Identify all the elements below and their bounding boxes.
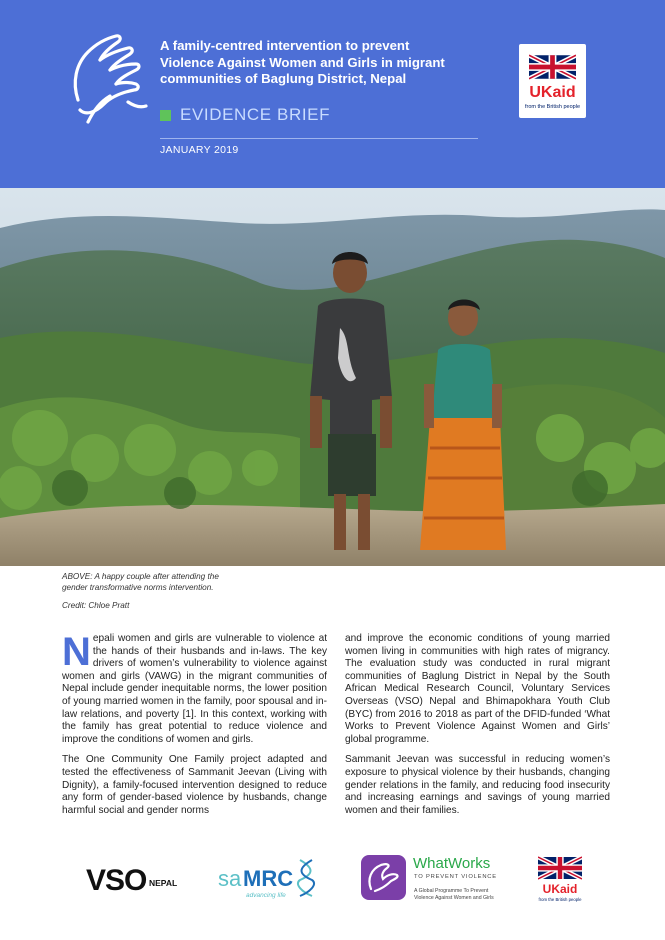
- ukaid-footer-logo: [537, 856, 583, 906]
- photo-caption: [62, 571, 322, 593]
- whatworks-subtitle: TO PREVENT VIOLENCE: [414, 874, 497, 880]
- samrc-mrc: MRC: [243, 866, 294, 891]
- ukaid-logo: [519, 44, 586, 118]
- body-column-right: [345, 633, 610, 825]
- paragraph-text: epali women and girls are vulnerable to violence at the hands of their husbands and in-laws. The key drivers of women’s vulnerability to violence against women and girls (VAWG) in the migrant communities of Nepal include gender inequitable norms, the lower position of young married women in the family, poor spousal and in-law relations, and poverty [1]. In this context, working with the family has great potential to reduce violence and improve the conditions of women and girls.: [62, 633, 327, 745]
- header-divider: [160, 138, 478, 139]
- vso-nepal-label: NEPAL: [149, 878, 178, 888]
- vso-wordmark: VSO: [86, 864, 147, 897]
- whatworks-wordmark: WhatWorks: [413, 855, 491, 872]
- evidence-brief-label: [160, 104, 330, 126]
- union-flag-icon: [529, 52, 576, 82]
- ukaid-wordmark: UKaid: [542, 882, 578, 896]
- body-paragraph: [62, 630, 327, 746]
- samrc-logo: [218, 858, 328, 908]
- samrc-sa: sa: [218, 866, 242, 891]
- body-paragraph: Sammanit Jeevan was successful in reducing women’s exposure to physical violence by their husbands, changing gender relations in the family, and reducing food insecurity and increasing earnings and savings of young married women and their families.: [345, 754, 610, 816]
- photo-credit: Credit: Chloe Pratt: [62, 601, 130, 610]
- body-paragraph: The One Community One Family project adapted and tested the effectiveness of Sammanit Jeevan (Living with Dignity), a family-focused intervention designed to reduce any form of gender-based violence by husbands, change harmful social and gender norms: [62, 754, 327, 816]
- caption-line: ABOVE: A happy couple after attending the: [62, 572, 219, 581]
- body-paragraph: and improve the economic conditions of young married women living in communities with high rates of migrancy. The evaluation study was conducted in rural migrant communities of Baglung District in Nepal by the South African Medical Research Council, Voluntary Services Overseas (VSO) Nepal and Bhimapokhara Youth Club (BYC) from 2016 to 2018 as part of the DFID-funded ‘What Works to Prevent Violence Against Women and Girls’ global programme.: [345, 633, 610, 745]
- samrc-tagline: advancing life: [246, 892, 286, 899]
- union-flag-icon: [538, 856, 582, 880]
- caption-line: gender transformative norms intervention.: [62, 583, 214, 592]
- evidence-brief-text: EVIDENCE BRIEF: [180, 105, 331, 124]
- title-line: Violence Against Women and Girls in migrant: [160, 54, 445, 70]
- vso-nepal-logo: [86, 862, 186, 902]
- ukaid-tagline: from the British people: [538, 897, 582, 902]
- green-square-icon: [160, 110, 171, 121]
- dna-icon: [296, 858, 318, 898]
- drop-cap: N: [62, 630, 91, 674]
- header-banner: [0, 0, 665, 188]
- publication-date: JANUARY 2019: [160, 144, 239, 156]
- ukaid-tagline: from the British people: [524, 104, 581, 110]
- whatworks-desc: A Global Programme To Prevent: [414, 888, 489, 894]
- title-line: communities of Baglung District, Nepal: [160, 71, 407, 86]
- title-line: A family-centred intervention to prevent: [160, 38, 410, 53]
- whatworks-logo: [361, 855, 511, 910]
- body-column-left: [62, 630, 327, 825]
- cover-photo: [0, 188, 665, 566]
- whatworks-desc: Violence Against Women and Girls: [414, 895, 494, 901]
- ukaid-wordmark: UKaid: [529, 84, 576, 101]
- brief-title: [160, 38, 480, 88]
- hands-icon: [68, 30, 150, 126]
- hands-icon: [361, 855, 406, 900]
- whatworks-badge: [361, 855, 406, 900]
